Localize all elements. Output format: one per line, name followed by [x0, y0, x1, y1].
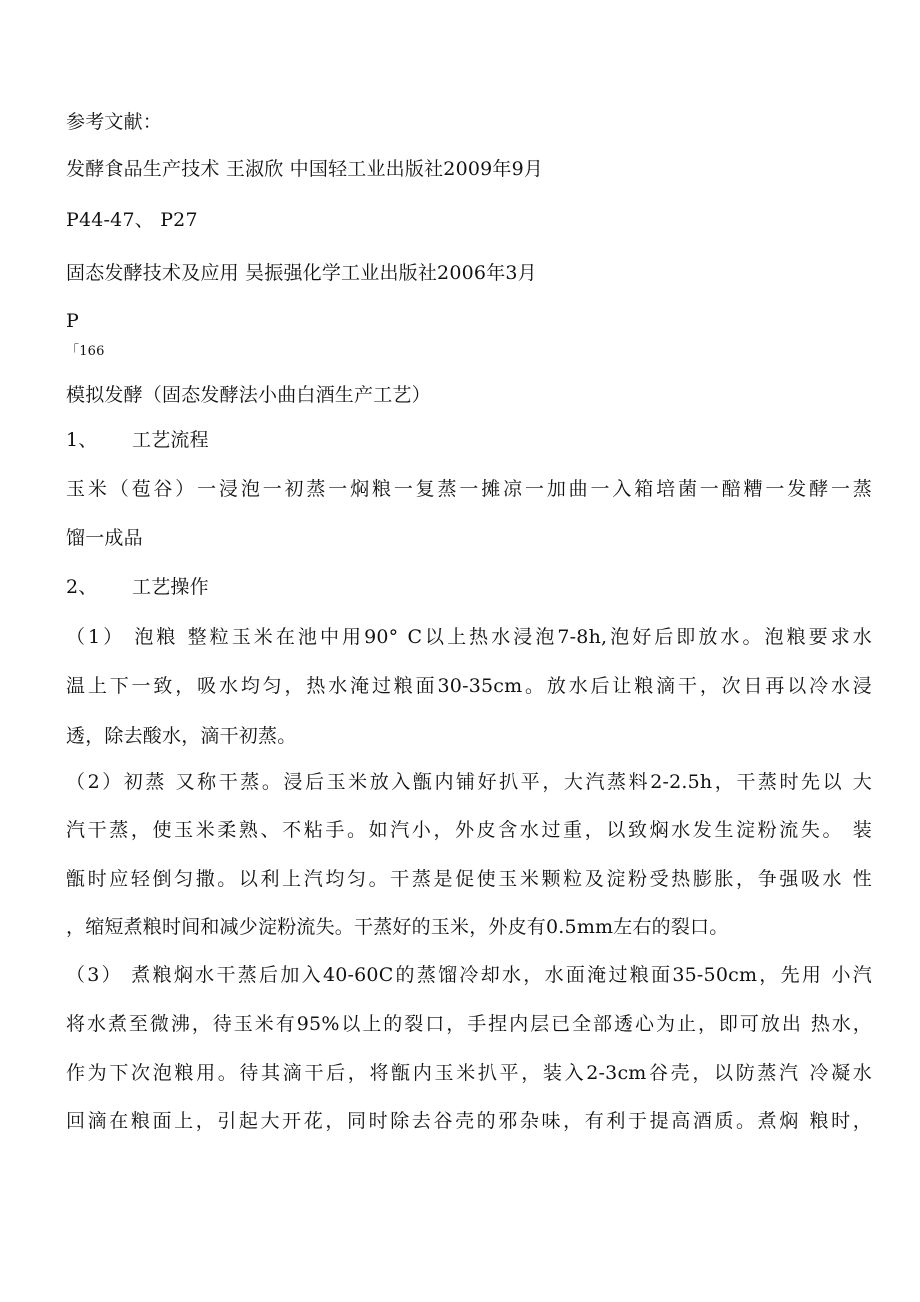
operation-line-10: 作为下次泡粮用。待其滴干后，将甑内玉米扒平，装入2-3cm谷壳，以防蒸汽 冷凝水 — [66, 1062, 872, 1084]
operation-line-3: 透，除去酸水，滴干初蒸。 — [66, 725, 297, 747]
section2-title: 工艺操作 — [132, 576, 209, 598]
operation-line-7: ，缩短煮粮时间和减少淀粉流失。干蒸好的玉米，外皮有0.5mm左右的裂口。 — [66, 916, 729, 938]
reference-entry-1: 发酵食品生产技术 王淑欣 中国轻工业出版社2009年9月 — [66, 158, 544, 180]
operation-line-4: （2）初蒸 又称干蒸。浸后玉米放入甑内铺好扒平，大汽蒸料2-2.5h，干蒸时先以 大 — [66, 771, 872, 793]
references-heading: 参考文献： — [66, 111, 163, 133]
reference-pages-2-number: 「166 — [66, 344, 105, 359]
operation-line-11: 回滴在粮面上，引起大开花，同时除去谷壳的邪杂味，有利于提高酒质。煮焖 粮时， — [66, 1110, 872, 1132]
operation-line-9: 将水煮至微沸，待玉米有95%以上的裂口，手捏内层已全部透心为止，即可放出 热水， — [66, 1013, 872, 1035]
operation-line-8: （3） 煮粮焖水干蒸后加入40-60C的蒸馏冷却水，水面淹过粮面35-50cm，先用 小汽 — [66, 964, 872, 986]
reference-pages-2-prefix: P — [66, 310, 79, 332]
section1-number: 1、 — [66, 429, 98, 451]
process-flow-line-2: 馏一成品 — [66, 527, 143, 549]
operation-line-5: 汽干蒸，使玉米柔熟、不粘手。如汽小，外皮含水过重，以致焖水发生淀粉流失。 装 — [66, 819, 872, 841]
operation-line-2: 温上下一致，吸水均匀，热水淹过粮面30-35cm。放水后让粮滴干，次日再以冷水浸 — [66, 675, 872, 697]
operation-line-1: （1） 泡粮 整粒玉米在池中用90° C以上热水浸泡7-8h,泡好后即放水。泡粮要求水 — [66, 626, 872, 648]
reference-pages-1: P44-47、 P27 — [66, 209, 198, 231]
reference-entry-2: 固态发酵技术及应用 吴振强化学工业出版社2006年3月 — [66, 262, 537, 284]
section-title: 模拟发酵（固态发酵法小曲白酒生产工艺） — [66, 384, 431, 406]
section2-number: 2、 — [66, 576, 98, 598]
process-flow-line-1: 玉米（苞谷）一浸泡一初蒸一焖粮一复蒸一摊凉一加曲一入箱培菌一醅糟一发酵一蒸 — [66, 478, 872, 500]
section1-title: 工艺流程 — [132, 429, 209, 451]
section1-heading — [66, 428, 209, 452]
operation-line-6: 甑时应轻倒匀撒。以利上汽均匀。干蒸是促使玉米颗粒及淀粉受热膨胀，争强吸水 性 — [66, 868, 872, 890]
section2-heading — [66, 575, 209, 599]
